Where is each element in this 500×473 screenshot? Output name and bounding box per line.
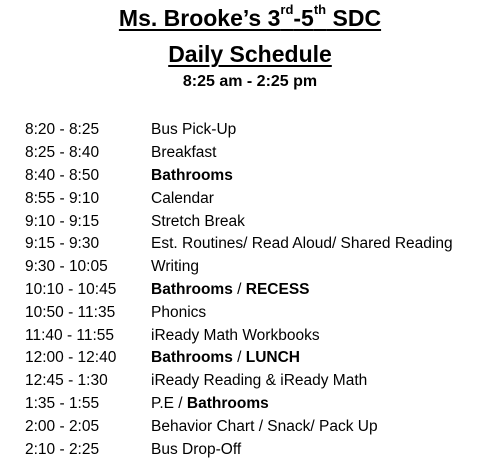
activity-bold-text: RECESS: [245, 280, 310, 298]
activity-bold-text: LUNCH: [245, 349, 300, 367]
schedule-row: [25, 210, 495, 233]
schedule-row: [25, 279, 495, 302]
schedule-activity: [151, 395, 495, 413]
schedule-row: [25, 301, 495, 324]
school-hours: 8:25 am - 2:25 pm: [182, 73, 318, 90]
schedule-time: 8:40 - 8:50: [25, 166, 100, 184]
activity-text: Calendar: [151, 189, 214, 207]
title-part-sdc: SDC: [326, 5, 382, 31]
page-subtitle: [0, 40, 500, 68]
schedule-row: [25, 324, 495, 347]
schedule-row: [25, 165, 495, 188]
schedule-row: [25, 438, 495, 461]
activity-text: /: [232, 349, 246, 367]
title-part-range: -5: [293, 5, 314, 31]
schedule-activity: [151, 281, 495, 299]
activity-text: Behavior Chart / Snack/ Pack Up: [151, 417, 378, 435]
activity-text: /: [232, 280, 246, 298]
title-part-name: Ms. Brooke’s 3: [118, 5, 281, 31]
schedule-row: [25, 347, 495, 370]
activity-text: Phonics: [151, 303, 207, 321]
schedule-time: 10:50 - 11:35: [25, 303, 116, 321]
schedule-time: 2:10 - 2:25: [25, 440, 100, 458]
schedule-activity: [151, 372, 495, 390]
schedule-time: 11:40 - 11:55: [25, 326, 115, 344]
schedule-time: 10:10 - 10:45: [25, 280, 117, 298]
schedule-row: [25, 370, 495, 393]
page-subtitle-text: Daily Schedule: [168, 41, 332, 67]
schedule-list: [25, 119, 495, 461]
schedule-activity: [151, 304, 495, 322]
schedule-activity: [151, 121, 495, 139]
schedule-time: 9:10 - 9:15: [25, 212, 100, 230]
activity-bold-text: Bathrooms: [186, 394, 269, 412]
schedule-time: 8:20 - 8:25: [25, 121, 100, 139]
schedule-row: [25, 187, 495, 210]
activity-text: Breakfast: [151, 144, 217, 162]
activity-text: Writing: [151, 258, 199, 276]
schedule-activity: [151, 167, 495, 185]
activity-text: Bus Pick-Up: [151, 121, 237, 139]
activity-text: Est. Routines/ Read Aloud/ Shared Reading: [151, 235, 453, 253]
schedule-activity: [151, 327, 495, 345]
page-title: [0, 4, 500, 32]
schedule-row: [25, 142, 495, 165]
schedule-activity: [151, 235, 495, 253]
activity-text: iReady Math Workbooks: [151, 326, 320, 344]
schedule-time: 12:45 - 1:30: [25, 372, 108, 390]
schedule-activity: [151, 258, 495, 276]
activity-bold-text: Bathrooms: [151, 280, 233, 298]
schedule-activity: [151, 213, 495, 231]
schedule-time: 12:00 - 12:40: [25, 349, 117, 367]
title-sup-rd: rd: [280, 2, 294, 18]
page-title-underlined: [118, 2, 382, 31]
schedule-time: 2:00 - 2:05: [25, 417, 100, 435]
title-sup-th: th: [313, 2, 327, 18]
activity-bold-text: Bathrooms: [151, 349, 233, 367]
schedule-row: [25, 415, 495, 438]
activity-text: P.E /: [151, 394, 187, 412]
schedule-row: [25, 393, 495, 416]
activity-text: Bus Drop-Off: [151, 440, 242, 458]
schedule-activity: [151, 441, 495, 459]
activity-text: iReady Reading & iReady Math: [151, 372, 368, 390]
schedule-activity: [151, 349, 495, 367]
schedule-row: [25, 119, 495, 142]
schedule-activity: [151, 418, 495, 436]
schedule-time: 9:15 - 9:30: [25, 235, 100, 253]
schedule-time: 8:55 - 9:10: [25, 189, 100, 207]
schedule-row: [25, 256, 495, 279]
activity-text: Stretch Break: [151, 212, 245, 230]
schedule-activity: [151, 190, 495, 208]
schedule-time: 9:30 - 10:05: [25, 258, 108, 276]
schedule-activity: [151, 144, 495, 162]
schedule-row: [25, 233, 495, 256]
activity-bold-text: Bathrooms: [151, 166, 233, 184]
schedule-time: 8:25 - 8:40: [25, 144, 100, 162]
schedule-time: 1:35 - 1:55: [25, 394, 100, 412]
